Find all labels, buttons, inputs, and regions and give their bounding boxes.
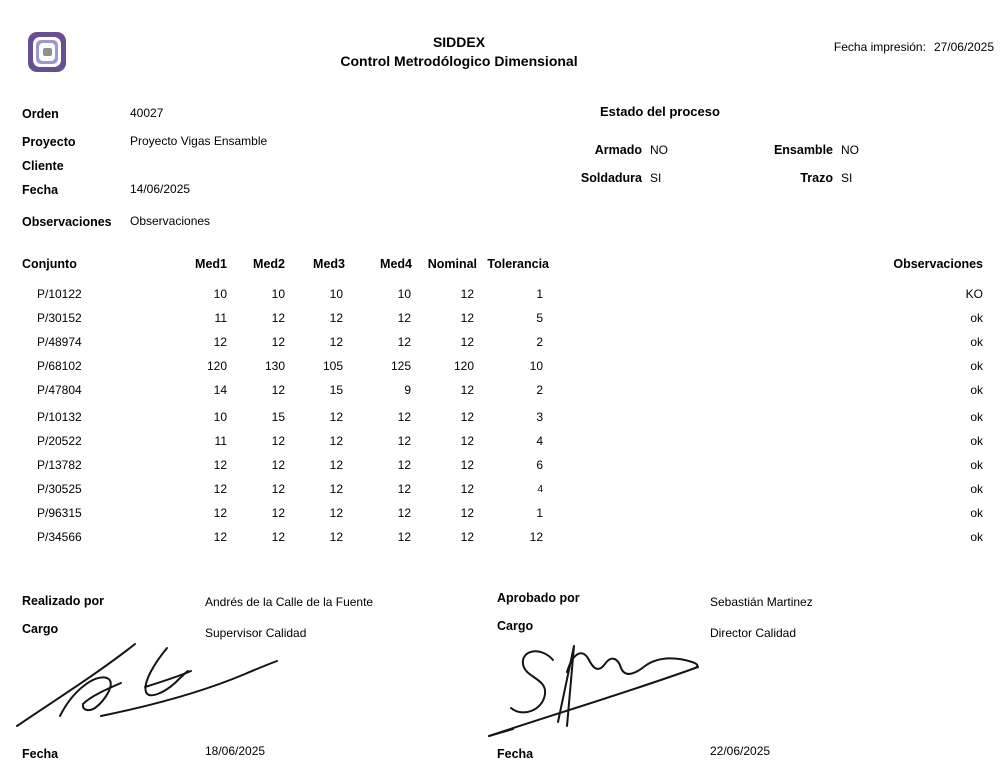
realizado-por-name: Andrés de la Calle de la Fuente (205, 595, 374, 609)
cell-conjunto: P/10122 (37, 287, 82, 301)
cell-med4: 12 (397, 311, 411, 325)
cell-tolerancia: 5 (536, 311, 543, 325)
col-med1: Med1 (195, 257, 227, 271)
field-fecha-label: Fecha (22, 183, 59, 197)
estado-armado-value: NO (650, 143, 668, 157)
cell-med1: 12 (213, 335, 227, 349)
cell-conjunto: P/68102 (37, 359, 82, 373)
report-title-line1: SIDDEX (432, 34, 486, 50)
table-row (0, 458, 1006, 476)
cell-tolerancia: 4 (537, 484, 543, 495)
cell-nominal: 12 (460, 311, 474, 325)
estado-title: Estado del proceso (600, 104, 720, 119)
cell-observaciones: ok (970, 434, 983, 448)
table-row (0, 311, 1006, 329)
cell-conjunto: P/47804 (37, 383, 82, 397)
cell-tolerancia: 6 (536, 458, 543, 472)
field-cliente-label: Cliente (22, 159, 64, 173)
cell-med3: 12 (329, 458, 343, 472)
field-fecha (22, 181, 582, 199)
cell-tolerancia: 2 (536, 335, 543, 349)
cell-med2: 12 (271, 506, 285, 520)
estado-trazo-label: Trazo (800, 171, 833, 185)
cell-nominal: 12 (460, 383, 474, 397)
cell-conjunto: P/10132 (37, 410, 82, 424)
cell-med3: 15 (329, 383, 343, 397)
cell-conjunto: P/20522 (37, 434, 82, 448)
cell-med3: 10 (329, 287, 343, 301)
field-proyecto-label: Proyecto (22, 135, 76, 149)
cell-observaciones: ok (970, 410, 983, 424)
cell-med2: 12 (271, 434, 285, 448)
cell-med1: 10 (213, 287, 227, 301)
cell-med1: 12 (213, 482, 227, 496)
cell-med1: 10 (213, 410, 227, 424)
field-observaciones (22, 213, 582, 231)
table-row (0, 410, 1006, 428)
aprobado-por-label: Aprobado por (497, 591, 580, 605)
field-orden-value: 40027 (130, 106, 164, 120)
cell-med1: 120 (206, 359, 227, 373)
col-observaciones: Observaciones (893, 257, 983, 271)
cell-nominal: 12 (460, 434, 474, 448)
print-date (834, 40, 994, 54)
realizado-por-label: Realizado por (22, 594, 104, 608)
cell-med3: 12 (329, 482, 343, 496)
cell-med3: 12 (329, 311, 343, 325)
print-date-label: Fecha impresión: (833, 40, 926, 54)
fecha-left-value: 18/06/2025 (205, 744, 266, 758)
cell-med2: 12 (271, 458, 285, 472)
cell-observaciones: ok (970, 530, 983, 544)
cell-med2: 10 (271, 287, 285, 301)
cell-nominal: 12 (460, 287, 474, 301)
table-row (0, 506, 1006, 524)
signature-realizado (5, 638, 305, 738)
cell-conjunto: P/30152 (37, 311, 82, 325)
cell-conjunto: P/13782 (37, 458, 82, 472)
print-date-value: 27/06/2025 (933, 40, 994, 54)
col-med4: Med4 (380, 257, 412, 271)
table-row (0, 434, 1006, 452)
estado-soldadura-label: Soldadura (580, 171, 642, 185)
cargo-right-label: Cargo (497, 619, 534, 633)
cell-nominal: 12 (460, 410, 474, 424)
cell-med2: 12 (271, 383, 285, 397)
cell-med3: 105 (322, 359, 343, 373)
field-orden-label: Orden (22, 107, 59, 121)
cell-nominal: 12 (460, 506, 474, 520)
table-row (0, 359, 1006, 377)
fecha-right-value: 22/06/2025 (710, 744, 771, 758)
cell-observaciones: ok (970, 335, 983, 349)
cell-med3: 12 (329, 434, 343, 448)
estado-soldadura-value: SI (650, 171, 662, 185)
table-row (0, 383, 1006, 401)
cell-med2: 12 (271, 530, 285, 544)
cell-observaciones: ok (970, 311, 983, 325)
cell-med2: 12 (271, 335, 285, 349)
field-observaciones-value: Observaciones (130, 214, 211, 228)
cell-med3: 12 (329, 506, 343, 520)
cell-med3: 12 (329, 530, 343, 544)
estado-armado (522, 141, 668, 159)
cell-conjunto: P/96315 (37, 506, 82, 520)
cell-med1: 11 (214, 311, 227, 325)
table-header (0, 257, 1006, 273)
field-fecha-value: 14/06/2025 (130, 182, 191, 196)
col-conjunto: Conjunto (22, 257, 77, 271)
estado-trazo-value: SI (841, 171, 853, 185)
cell-med1: 14 (213, 383, 227, 397)
cell-med1: 12 (213, 506, 227, 520)
cell-nominal: 12 (460, 482, 474, 496)
cell-tolerancia: 1 (536, 287, 543, 301)
cell-med1: 12 (213, 530, 227, 544)
cell-observaciones: KO (965, 287, 983, 301)
cell-med4: 12 (397, 506, 411, 520)
cell-med4: 12 (397, 410, 411, 424)
field-orden (22, 105, 582, 123)
cell-tolerancia: 12 (529, 530, 543, 544)
estado-ensamble-label: Ensamble (773, 143, 833, 157)
aprobado-por-name: Sebastián Martinez (710, 595, 813, 609)
cell-med1: 11 (214, 434, 227, 448)
cell-med4: 12 (397, 458, 411, 472)
field-proyecto-value: Proyecto Vigas Ensamble (130, 134, 268, 148)
cell-med3: 12 (329, 335, 343, 349)
cell-nominal: 12 (460, 335, 474, 349)
estado-trazo (713, 169, 852, 187)
cell-med2: 15 (271, 410, 285, 424)
cell-observaciones: ok (970, 482, 983, 496)
estado-ensamble (713, 141, 859, 159)
cargo-right-value: Director Calidad (710, 626, 797, 640)
table-row (0, 530, 1006, 548)
estado-ensamble-value: NO (841, 143, 859, 157)
cell-med1: 12 (213, 458, 227, 472)
cell-conjunto: P/48974 (37, 335, 82, 349)
report-title-line2: Control Metrodólogico Dimensional (340, 53, 578, 69)
col-nominal: Nominal (427, 257, 477, 271)
field-observaciones-label: Observaciones (22, 215, 112, 229)
estado-soldadura (522, 169, 661, 187)
cell-nominal: 12 (460, 458, 474, 472)
cell-conjunto: P/30525 (37, 482, 82, 496)
cell-med4: 12 (397, 335, 411, 349)
cell-observaciones: ok (970, 359, 983, 373)
cell-tolerancia: 2 (536, 383, 543, 397)
cell-nominal: 120 (453, 359, 474, 373)
cell-tolerancia: 3 (536, 410, 543, 424)
cell-observaciones: ok (970, 383, 983, 397)
fecha-left-label: Fecha (22, 747, 59, 761)
col-med2: Med2 (253, 257, 285, 271)
cell-tolerancia: 10 (529, 359, 543, 373)
fecha-right-label: Fecha (497, 747, 534, 761)
cell-med4: 12 (397, 530, 411, 544)
cell-tolerancia: 4 (536, 434, 543, 448)
signature-aprobado (485, 640, 715, 740)
cargo-left-value: Supervisor Calidad (205, 626, 307, 640)
report-title (0, 33, 918, 71)
field-proyecto (22, 133, 582, 151)
cell-med4: 12 (397, 482, 411, 496)
cell-med2: 130 (264, 359, 285, 373)
cell-med2: 12 (271, 311, 285, 325)
estado-armado-label: Armado (594, 143, 642, 157)
cell-tolerancia: 1 (536, 506, 543, 520)
field-cliente (22, 157, 582, 175)
cargo-left-label: Cargo (22, 622, 59, 636)
cell-observaciones: ok (970, 458, 983, 472)
cell-med4: 10 (397, 287, 411, 301)
cell-nominal: 12 (460, 530, 474, 544)
cell-med4: 125 (390, 359, 411, 373)
col-med3: Med3 (313, 257, 345, 271)
table-row (0, 335, 1006, 353)
col-tolerancia: Tolerancia (487, 257, 549, 271)
table-row (0, 287, 1006, 305)
cell-med4: 12 (397, 434, 411, 448)
cell-med4: 9 (404, 383, 411, 397)
cell-med2: 12 (271, 482, 285, 496)
cell-observaciones: ok (970, 506, 983, 520)
table-row (0, 482, 1006, 500)
cell-conjunto: P/34566 (37, 530, 82, 544)
cell-med3: 12 (329, 410, 343, 424)
